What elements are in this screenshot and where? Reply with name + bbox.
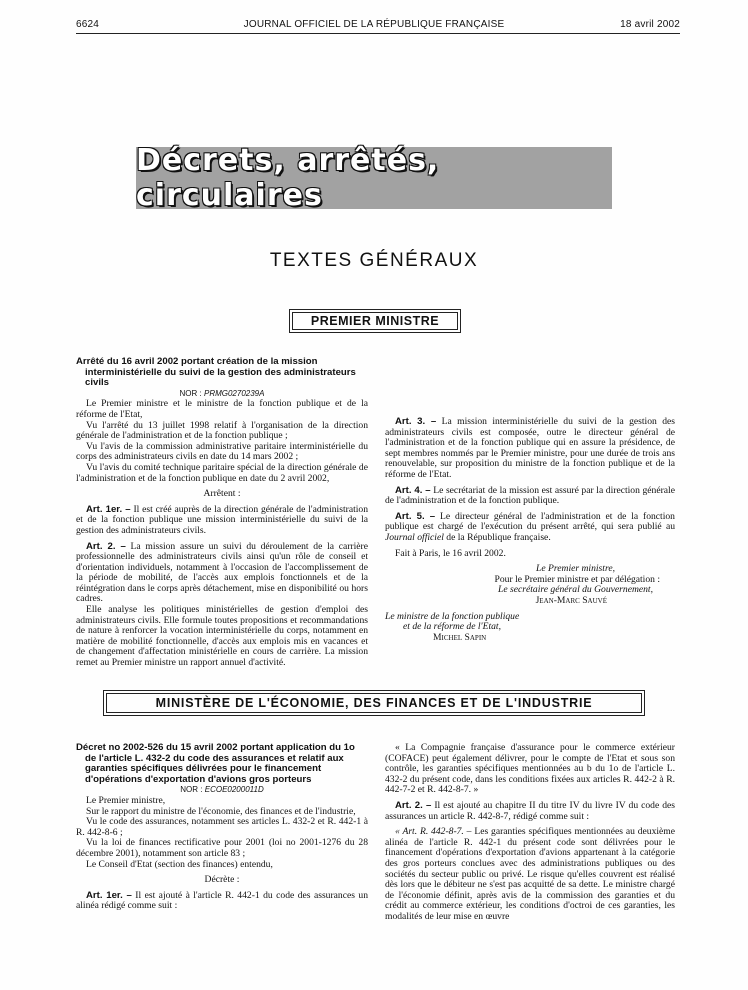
doc2-article-1: Art. 1er. – Il est ajouté à l'article R. 442-1 du code des assurances un alinéa rédigé comme suit : (76, 889, 368, 912)
doc2-article-2: Art. 2. – Il est ajouté au chapitre II du titre IV du livre IV du code des assurances un article R. 442-8-7, rédigé comme suit : (385, 799, 675, 822)
doc1-signature-line: Le Premier ministre, (536, 563, 615, 575)
doc2-title: Décret no 2002-526 du 15 avril 2002 portant application du 1o de l'article L. 432-2 du code des assurances et relatif aux garanties spécifiques délivrées pour le financement d'opérations d'exportation d'avions gros porteurs (76, 743, 355, 785)
doc1-paragraph-elle: Elle analyse les politiques ministérielles de gestion d'emploi des administrateurs civils. Elle formule toutes propositions et recommandations de nature à renforcer la vocation interministérielle du corps, notamment en matière de mobilité fonctionnelle, d'accès aux emplois mis en vacances et de changement d'affectation ministérielle en cours de carrière. La mission remet au Premier ministre un rapport annuel d'activité. (76, 604, 368, 669)
doc1-signature-line: et de la réforme de l'Etat, (403, 621, 501, 633)
doc2-decrete: Décrète : (204, 874, 240, 886)
doc2-paragraph: Vu le code des assurances, notamment ses articles L. 432-2 et R. 442-1 à R. 442-8-6 ; (76, 816, 368, 838)
doc1-signature-line: Le ministre de la fonction publique (385, 610, 520, 622)
doc1-paragraph: Le Premier ministre et le ministre de la fonction publique et de la réforme de l'Etat, (76, 398, 368, 420)
section-banner (136, 143, 612, 213)
doc1-article-4: Art. 4. – Le secrétariat de la mission est assuré par la direction générale de l'administration et de la fonction publique. (385, 484, 675, 507)
doc1-signatory: Michel Sapin (433, 631, 487, 643)
doc1-fait: Fait à Paris, le 16 avril 2002. (395, 547, 506, 559)
doc1-article-3: Art. 3. – La mission interministérielle du suivi de la gestion des administrateurs civils est composée, outre le directeur général de l'administration et de la fonction publique qui en assure la présidence, de sept membres nommés par le Premier ministre, pour une durée de trois ans renouvelable, sur proposition du ministre de la fonction publique et de la réforme de l'Etat. (385, 416, 675, 480)
doc2-paragraph: Sur le rapport du ministre de l'économie, des finances et de l'industrie, (86, 805, 356, 817)
doc2-paragraph: Le Premier ministre, (86, 794, 166, 806)
doc2-nor: NOR : ECOE0200011D (180, 785, 264, 795)
doc1-article-1: Art. 1er. – Il est créé auprès de la direction générale de l'administration et de la fonction publique une mission interministérielle du suivi de la gestion des administrateurs civils. (76, 503, 368, 536)
journal-title: JOURNAL OFFICIEL DE LA RÉPUBLIQUE FRANÇAISE (243, 19, 505, 30)
doc2-right-column (385, 743, 675, 983)
doc2-article-r442: « Art. R. 442-8-7. – Les garanties spécifiques mentionnées au deuxième alinéa de l'article R. 442-1 du présent code sont délivrées pour le financement d'opérations d'exportation d'avions appartenant à la catégorie des gros porteurs conclues avec des administrations publiques ou des sociétés du secteur public ou privé. Le risque qu'elles couvrent est réalisé dès lors que le débiteur ne s'est pas acquitté de sa dette. Le ministre chargé de l'économie définit, après avis de la commission des garanties et du crédit au commerce extérieur, les conditions d'octroi de ces garanties, les modalités de leur mise en œuvre (385, 826, 675, 922)
doc2-quote: « La Compagnie française d'assurance pour le commerce extérieur (COFACE) peut également délivrer, pour le compte de l'Etat et sous son contrôle, les garanties spécifiques mentionnées au b du 1o de l'article L. 432-2 du présent code, dans les conditions fixées aux articles R. 442-2 à R. 442-7-2 et R. 442-8-7. » (385, 743, 675, 796)
doc1-article-5: Art. 5. – Le directeur général de l'administration et de la fonction publique est chargé de l'exécution du présent arrêté, qui sera publié au Journal officiel de la République française. (385, 510, 675, 543)
doc1-left-column (76, 357, 368, 669)
page-number: 6624 (76, 19, 100, 30)
doc1-signature-line: Pour le Premier ministre et par délégation : (494, 573, 660, 585)
section-title: TEXTES GÉNÉRAUX (269, 250, 479, 271)
ministry-label: MINISTÈRE DE L'ÉCONOMIE, DES FINANCES ET DE L'INDUSTRIE (155, 696, 593, 710)
doc1-signature-line: Le secrétaire général du Gouvernement, (498, 584, 653, 596)
doc2-left-column (76, 743, 368, 983)
ministry-box-premier-ministre (289, 309, 461, 333)
banner-title: Décrets, arrêtés, circulaires (136, 143, 440, 213)
doc1-paragraph: Vu l'avis de la commission administrative paritaire interministérielle du corps des administrateurs civils en date du 14 mars 2002 ; (76, 440, 368, 463)
header-rule (76, 33, 680, 34)
doc1-paragraph: Vu l'arrêté du 13 juillet 1998 relatif à l'organisation de la direction générale de l'administration et de la fonction publique ; (76, 419, 368, 442)
doc1-article-2: Art. 2. – La mission assure un suivi du déroulement de la carrière professionnelle des administrateurs civils ainsi qu'un rôle de conseil et d'orientation individuels, notamment à l'occasion de l'accomplissement de la période de mobilité, de l'accès aux emplois fonctionnels et de la réintégration dans le corps après détachement, mise en disponibilité ou hors cadres. (76, 540, 368, 605)
issue-date: 18 avril 2002 (620, 19, 680, 30)
ministry-box-economie (103, 690, 645, 716)
ministry-label: PREMIER MINISTRE (310, 314, 440, 328)
doc2-paragraph: Vu la loi de finances rectificative pour 2001 (loi no 2001-1276 du 28 décembre 2001), notamment son article 83 ; (76, 837, 368, 859)
doc1-right-column (385, 357, 675, 643)
doc1-arretent: Arrêtent : (203, 488, 241, 500)
doc2-paragraph: Le Conseil d'Etat (section des finances) entendu, (86, 858, 273, 870)
doc1-nor: NOR : PRMG0270239A (179, 388, 265, 398)
doc1-paragraph: Vu l'avis du comité technique paritaire spécial de la direction générale de l'administration et de la fonction publique en date du 2 avril 2002, (76, 461, 368, 484)
doc1-title: Arrêté du 16 avril 2002 portant création de la mission interministérielle du suivi de la gestion des administrateurs civils (76, 356, 356, 389)
doc1-signatory: Jean-Marc Sauvé (535, 594, 607, 606)
